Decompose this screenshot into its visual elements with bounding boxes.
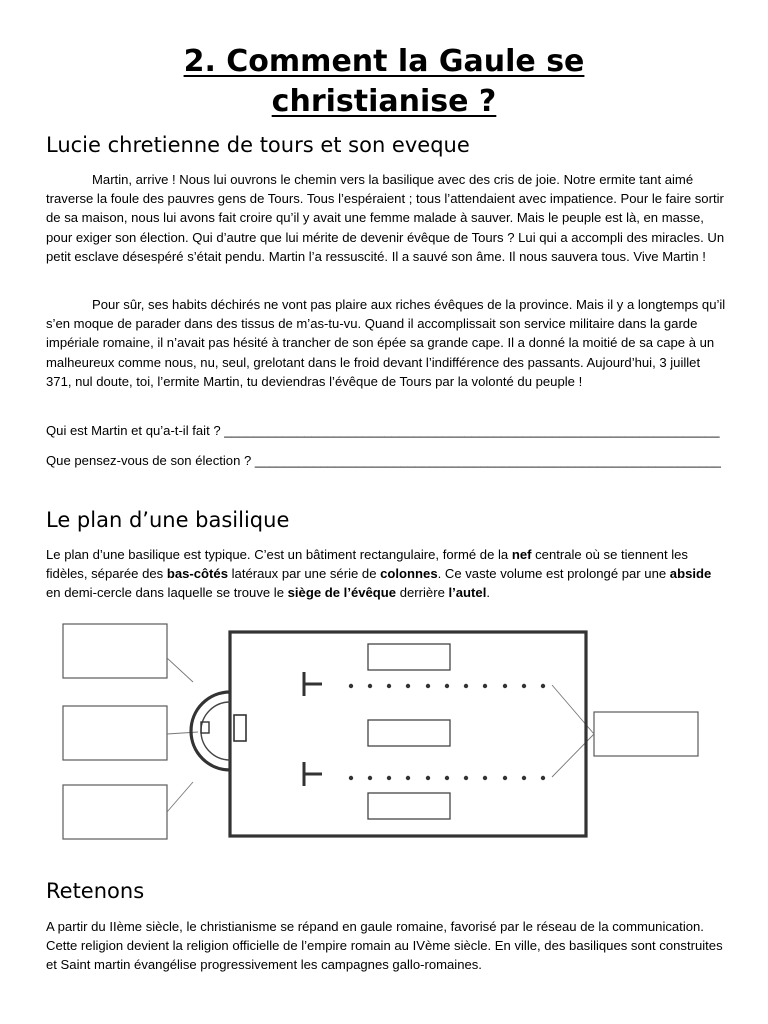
section-heading-plan: Le plan d’une basilique <box>46 508 290 532</box>
paragraph-martin-arrive: Martin, arrive ! Nous lui ouvrons le chemin vers la basilique avec des cris de joie. Notre ermite tant aimé traverse la foule des pauvres gens de Tours. Tous l’espéraient ; tous l’attendaient avec impatience. Pour le faire sortir de sa maison, nous lui avons fait croire qu’il y avait une femme malade à sauver. Mais le peuple est là, en masse, pour exiger son élection. Qui d’autre que lui mérite de devenir évêque de Tours ? Lui qui a accompli des miracles. Un petit esclave désespéré s’était pendu. Martin l’a ressuscité. Il a sauvé son âme. Il nous sauvera tous. Vive Martin ! <box>46 172 725 264</box>
label-box-right[interactable] <box>594 712 698 756</box>
title-line-1: 2. Comment la Gaule se <box>183 44 585 79</box>
question-election: Que pensez-vous de son élection ? ________________________________________________________________ <box>46 453 721 468</box>
page-title <box>0 42 768 122</box>
aisle-top <box>368 644 450 670</box>
nave-center <box>368 720 450 746</box>
term-siege: siège de l’évêque <box>287 585 397 601</box>
section-heading-lucie: Lucie chretienne de tours et son eveque <box>46 133 470 157</box>
label-box-left-bottom[interactable] <box>63 785 167 839</box>
label-box-left-middle[interactable] <box>63 706 167 760</box>
question-martin: Qui est Martin et qu’a-t-il fait ? ____________________________________________________________________ <box>46 423 720 438</box>
paragraph-habits: Pour sûr, ses habits déchirés ne vont pas plaire aux riches évêques de la province. Mais il y a longtemps qu’il s’en moque de parader dans des tissus de m’as-tu-vu. Quand il accomplissait son service militaire dans la garde impériale romaine, il n’avait pas hésité à trancher de son épée sa grande cape. Il a donné la moitié de sa cape à un malheureux comme nous, nu, seul, grelotant dans le froid devant l’indifférence des passants. Aujourd’hui, 3 juillet 371, nul doute, toi, l’ermite Martin, tu deviendras l’évêque de Tours par la volonté du peuple ! <box>46 297 726 389</box>
basilica-walls <box>230 632 586 836</box>
term-abside: abside <box>669 566 712 582</box>
term-bas-cotes: bas-côtés <box>166 566 228 582</box>
altar-mark <box>234 715 246 741</box>
section-heading-retenons: Retenons <box>46 879 145 903</box>
term-autel: l’autel <box>448 585 487 601</box>
paragraph-plan-basilique: Le plan d’une basilique est typique. C’est un bâtiment rectangulaire, formé de la nef centrale où se tiennent les fidèles, séparée des bas-côtés latéraux par une série de colonnes. Ce vaste volume est prolongé par une abside en demi-cercle dans laquelle se trouve le siège de l’évêque derrière l’autel. <box>46 547 712 601</box>
apse-shape <box>191 692 230 770</box>
label-box-left-top[interactable] <box>63 624 167 678</box>
paragraph-retenons: A partir du IIème siècle, le christianisme se répand en gaule romaine, favorisé par le réseau de la communication. Cette religion devient la religion officielle de l’empire romain au IVème siècle. En ville, des basiliques sont construites et Saint martin évangélise progressivement les campagnes gallo-romaines. <box>46 919 723 973</box>
columns <box>349 684 545 780</box>
term-nef: nef <box>511 547 532 562</box>
basilica-plan-diagram <box>46 612 722 864</box>
title-line-2: christianise ? <box>271 84 497 119</box>
aisle-bottom <box>368 793 450 819</box>
term-colonnes: colonnes <box>380 566 438 582</box>
